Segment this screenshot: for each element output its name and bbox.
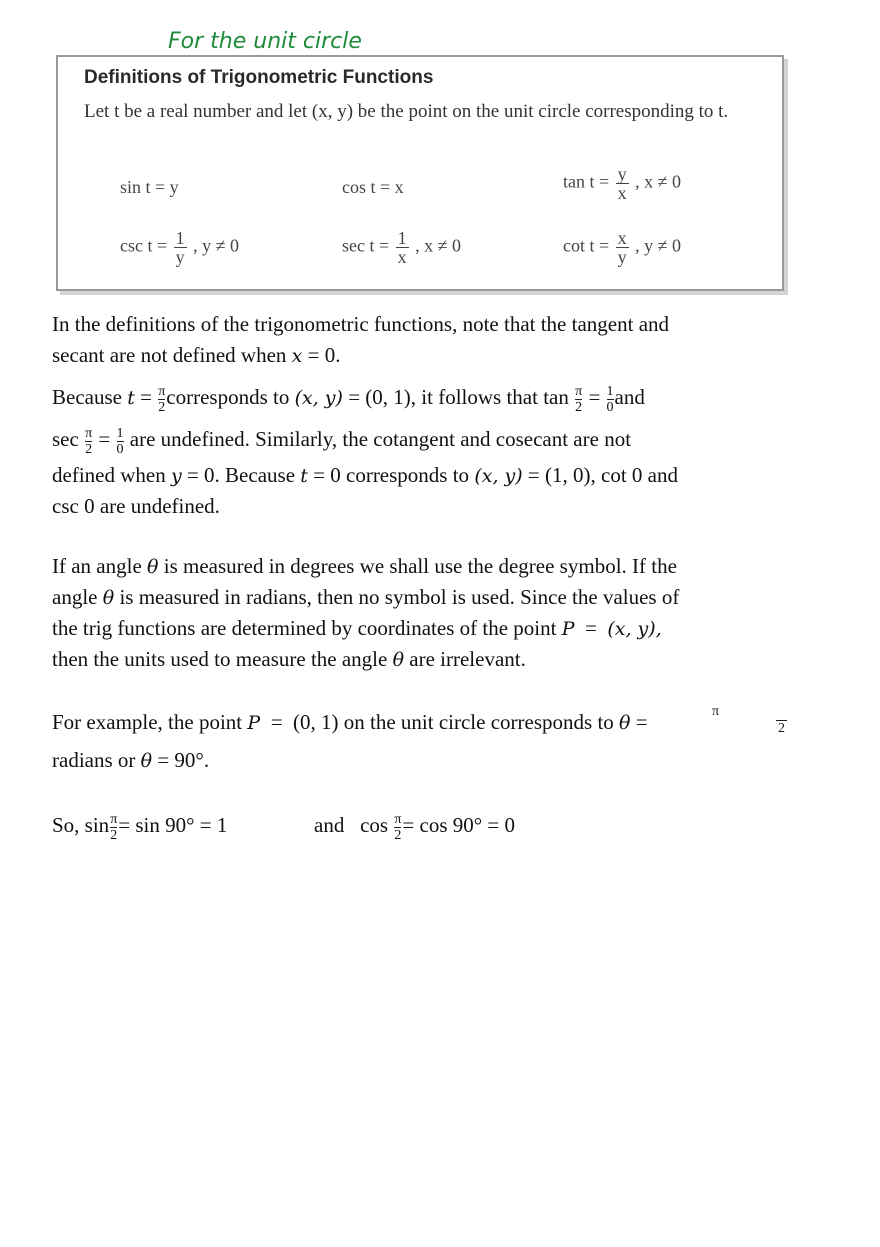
paragraph-2-line-1: Because t = $\frac{\pi}{2}$ corresponds to (x, y) = (0, 1), it follows that tan $\frac{\pi}{2}$ = $\frac{1}{0}$ and	[52, 383, 645, 415]
pi-over-2-fraction: $\frac{\pi}{2}$	[575, 383, 583, 415]
paragraph-3-line-3: the trig functions are determined by coordinates of the point P = (x, y),	[52, 616, 662, 640]
pi-over-2-fraction: $\frac{\pi}{2}$	[158, 383, 166, 415]
tan-definition: tan t = $\frac{y}{x}$ , x ≠ 0	[563, 164, 682, 203]
pi-over-2-fraction: $\frac{\pi}{2}$	[394, 811, 402, 843]
definition-box-intro: Let t be a real number and let (x, y) be the point on the unit circle corresponding to t.	[84, 101, 729, 122]
csc-fraction: $\frac{1}{y}$	[175, 228, 185, 267]
handwritten-note-text: For the unit circle	[168, 29, 362, 54]
one-over-zero-fraction: $\frac{1}{0}$	[116, 425, 124, 457]
cot-fraction: $\frac{x}{y}$	[617, 228, 627, 267]
paragraph-5-sin: So, sin $\frac{\pi}{2}$ = sin 90° = 1	[52, 811, 228, 843]
paragraph-3-line-1: If an angle θ is measured in degrees we shall use the degree symbol. If the	[52, 554, 677, 578]
example-pi-numerator: π	[712, 704, 720, 719]
paragraph-2-line-3: defined when y = 0. Because t = 0 corresponds to (x, y) = (1, 0), cot 0 and	[52, 463, 678, 487]
paragraph-2-line-4: csc 0 are undefined.	[52, 494, 220, 518]
sec-fraction: $\frac{1}{x}$	[397, 228, 407, 267]
pi-over-2-fraction: $\frac{\pi}{2}$	[110, 811, 118, 843]
definition-box	[56, 55, 784, 291]
one-over-zero-fraction: $\frac{1}{0}$	[606, 383, 614, 415]
cos-definition: cos t = x	[342, 177, 404, 197]
paragraph-3-line-2: angle θ is measured in radians, then no symbol is used. Since the values of	[52, 585, 680, 609]
paragraph-5-cos: and cos $\frac{\pi}{2}$ = cos 90° = 0	[314, 811, 515, 843]
tan-fraction: $\frac{y}{x}$	[617, 164, 627, 203]
definition-box-title: Definitions of Trigonometric Functions	[84, 67, 434, 88]
paragraph-2-line-2: sec $\frac{\pi}{2}$ = $\frac{1}{0}$ are undefined. Similarly, the cotangent and cosecant are not	[52, 425, 632, 457]
paragraph-4-line-1: For example, the point P = (0, 1) on the unit circle corresponds to θ =	[52, 710, 648, 734]
handwritten-note	[0, 18, 880, 58]
paragraph-3-line-4: then the units used to measure the angle θ are irrelevant.	[52, 647, 526, 671]
csc-definition: csc t = $\frac{1}{y}$ , y ≠ 0	[120, 228, 240, 267]
pi-over-2-fraction: $\frac{\pi}{2}$	[85, 425, 93, 457]
sec-definition: sec t = $\frac{1}{x}$ , x ≠ 0	[342, 228, 462, 267]
sin-definition: sin t = y	[120, 177, 179, 197]
paragraph-4-line-2: radians or θ = 90°.	[52, 748, 210, 772]
paragraph-1-line-2: secant are not defined when x = 0.	[52, 343, 341, 367]
example-two-denominator: 2	[778, 721, 785, 736]
cot-definition: cot t = $\frac{x}{y}$ , y ≠ 0	[563, 228, 682, 267]
paragraph-1-line-1: In the definitions of the trigonometric functions, note that the tangent and	[52, 312, 670, 336]
